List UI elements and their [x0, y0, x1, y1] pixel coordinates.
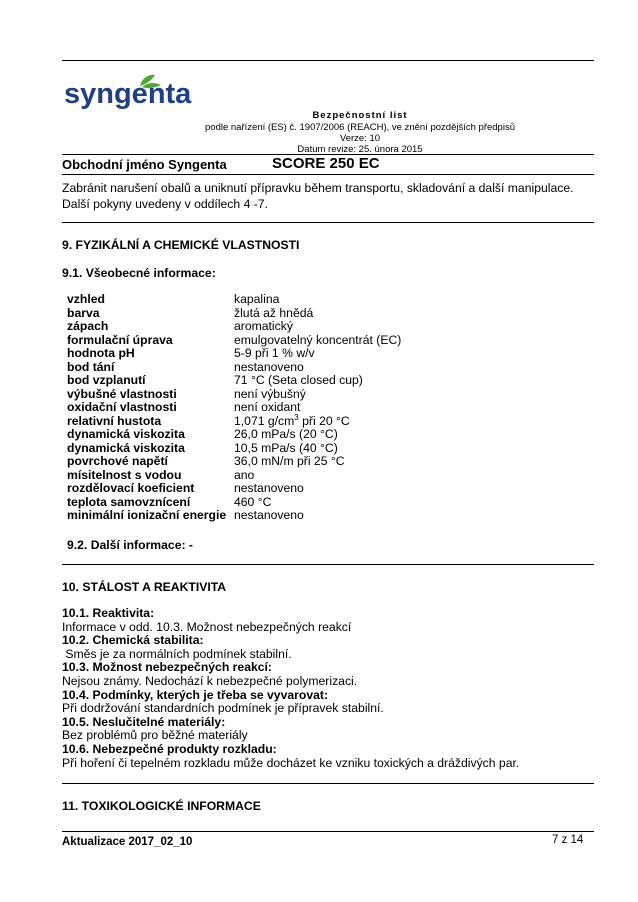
table-row — [67, 455, 401, 469]
property-name: bod vzplanutí — [67, 373, 146, 387]
property-value: ano — [234, 467, 255, 482]
properties-table — [67, 293, 401, 523]
property-name: relativní hustota — [67, 413, 162, 428]
document-title: Bezpečnostní list — [312, 110, 408, 121]
table-row — [67, 412, 401, 429]
subsection-heading: 10.1. Reaktivita: — [62, 606, 155, 620]
section9-title: 9. FYZIKÁLNÍ A CHEMICKÉ VLASTNOSTI — [62, 238, 300, 252]
table-row — [67, 482, 401, 496]
density-exponent: 3 — [294, 412, 299, 422]
table-row — [67, 388, 401, 402]
section9-rule — [62, 222, 594, 223]
section9-sub1: 9.1. Všeobecné informace: — [62, 266, 216, 280]
property-name: výbušné vlastnosti — [67, 386, 177, 401]
table-row — [67, 509, 401, 523]
subsection-text: Nejsou známy. Nedochází k nebezpečné polymerizaci. — [62, 673, 358, 688]
top-rule — [62, 60, 594, 61]
property-value: nestanoveno — [234, 508, 304, 522]
property-name: minimální ionizační energie — [67, 508, 227, 522]
table-row — [67, 307, 401, 321]
property-value: 36,0 mN/m při 25 °C — [234, 454, 345, 468]
footer-rule — [62, 831, 594, 832]
property-name: formulační úprava — [67, 332, 173, 347]
section10-rule — [62, 564, 594, 565]
section10-title: 10. STÁLOST A REAKTIVITA — [62, 580, 227, 594]
density-value: 1,071 g/cm — [234, 413, 295, 428]
intro-paragraph: Zabránit narušení obalů a uniknutí přípravku během transportu, skladování a další manipulace. Další pokyny uvedeny v oddílech 4 -7. — [62, 181, 574, 211]
table-row — [67, 320, 401, 334]
property-name: hodnota pH — [67, 346, 135, 360]
regulation-line: podle nařízení (ES) č. 1907/2006 (REACH), ve znění pozdějších předpisů — [205, 122, 515, 133]
footer-page-number: 7 z 14 — [552, 834, 584, 846]
property-value: není výbušný — [234, 386, 306, 401]
property-name: bod tání — [67, 359, 115, 374]
table-row — [67, 442, 401, 456]
table-row — [67, 347, 401, 361]
subsection-heading: 10.6. Nebezpečné produkty rozkladu: — [62, 741, 277, 756]
property-name: mísitelnost s vodou — [67, 467, 182, 482]
property-value: emulgovatelný koncentrát (EC) — [234, 332, 402, 347]
section9-sub2: 9.2. Další informace: - — [67, 538, 193, 552]
property-name: dynamická viskozita — [67, 440, 185, 455]
property-name: povrchové napětí — [67, 454, 168, 468]
property-value: 5-9 při 1 % w/v — [234, 346, 315, 360]
property-name: vzhled — [67, 292, 105, 306]
density-condition: při 20 °C — [298, 413, 350, 428]
trade-name-value: SCORE 250 EC — [272, 155, 380, 172]
table-row — [67, 469, 401, 483]
property-value: nestanoveno — [234, 481, 304, 495]
subsection-text: Při hoření či tepelném rozkladu může docházet ke vzniku toxických a dráždivých par. — [62, 755, 520, 770]
subsection-heading: 10.4. Podmínky, kterých je třeba se vyvarovat: — [62, 687, 328, 702]
version-line: Verze: 10 — [339, 133, 381, 144]
subsection-heading: 10.5. Neslučitelné materiály: — [62, 714, 226, 729]
property-value: 71 °C (Seta closed cup) — [234, 373, 363, 387]
subsection-text: Bez problémů pro běžné materiály — [62, 728, 248, 743]
property-name: teplota samovznícení — [67, 494, 191, 509]
trade-rule-bottom — [62, 174, 594, 175]
property-name: zápach — [67, 319, 109, 333]
property-value: 26,0 mPa/s (20 °C) — [234, 427, 338, 441]
subsection-text: Směs je za normálních podmínek stabilní. — [62, 646, 292, 661]
subsection-heading: 10.3. Možnost nebezpečných reakcí: — [62, 660, 272, 675]
trade-name-label: Obchodní jméno Syngenta — [62, 157, 227, 172]
subsection-heading: 10.2. Chemická stabilita: — [62, 633, 204, 648]
section10-body — [62, 607, 519, 770]
property-value: kapalina — [234, 292, 280, 306]
table-row — [67, 374, 401, 388]
property-value: nestanoveno — [234, 359, 304, 374]
property-value: 10,5 mPa/s (40 °C) — [234, 440, 338, 455]
section11-title: 11. TOXIKOLOGICKÉ INFORMACE — [62, 799, 261, 813]
logo-wordmark: syngenta — [64, 78, 192, 110]
property-name: barva — [67, 305, 100, 320]
property-value: žlutá až hnědá — [234, 305, 314, 320]
footer-update: Aktualizace 2017_02_10 — [62, 836, 193, 848]
table-row — [67, 293, 401, 307]
table-row — [67, 334, 401, 348]
property-name: dynamická viskozita — [67, 427, 185, 441]
table-row — [67, 428, 401, 442]
property-value — [234, 412, 350, 429]
property-name: rozdělovací koeficient — [67, 481, 195, 495]
table-row — [67, 496, 401, 510]
property-value: 460 °C — [234, 494, 272, 509]
property-value: aromatický — [234, 319, 293, 333]
property-name: oxidační vlastnosti — [67, 400, 177, 414]
syngenta-logo — [62, 72, 192, 114]
subsection-text: Informace v odd. 10.3. Možnost nebezpečných reakcí — [62, 619, 352, 634]
revision-date-line: Datum revize: 25. února 2015 — [297, 144, 423, 155]
subsection-text: Při dodržování standardních podmínek je přípravek stabilní. — [62, 701, 384, 716]
table-row — [67, 361, 401, 375]
section11-rule — [62, 783, 594, 784]
property-value: není oxidant — [234, 400, 301, 414]
table-row — [67, 401, 401, 415]
